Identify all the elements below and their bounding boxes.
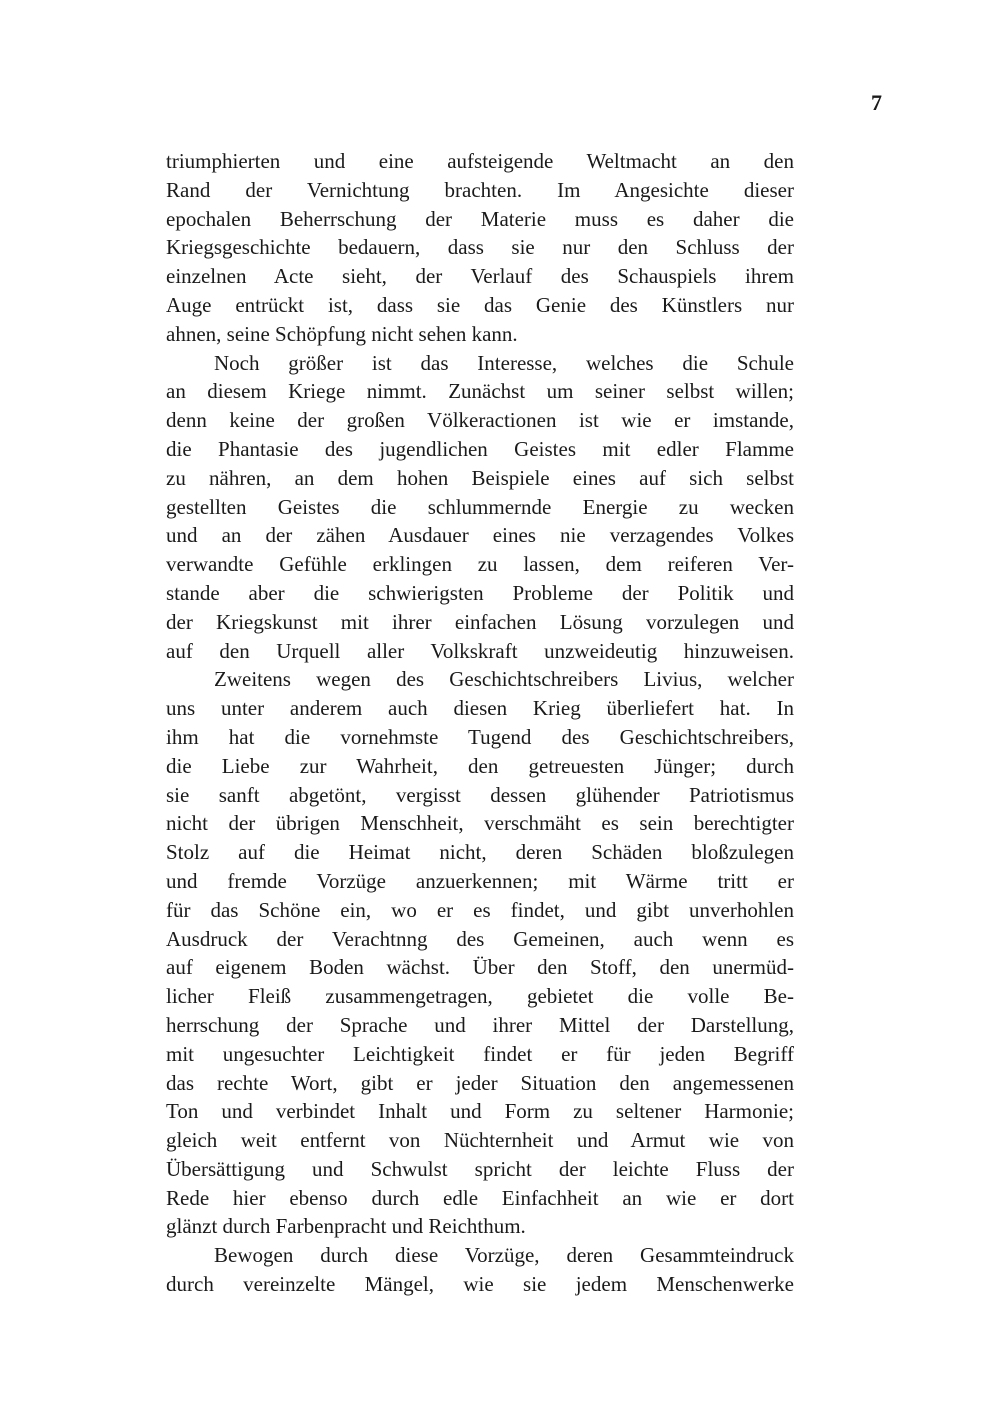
text-line: Rand der Vernichtung brachten. Im Angesichte dieser: [166, 177, 794, 202]
text-line: und an der zähen Ausdauer eines nie verzagendes Volkes: [166, 523, 794, 548]
text-line: einzelnen Acte sieht, der Verlauf des Schauspiels ihrem: [166, 264, 794, 289]
text-line: gestellten Geistes die schlummernde Energie zu wecken: [166, 494, 794, 519]
text-line: stande aber die schwierigsten Probleme der Politik und: [166, 580, 794, 605]
text-line: ihm hat die vornehmste Tugend des Geschichtschreibers,: [166, 724, 794, 749]
text-line: auf eigenem Boden wächst. Über den Stoff, den unermüd-: [166, 955, 794, 980]
body-text: [166, 147, 794, 1299]
text-line: zu nähren, an dem hohen Beispiele eines auf sich selbst: [166, 465, 794, 490]
text-line: und fremde Vorzüge anzuerkennen; mit Wärme tritt er: [166, 868, 794, 893]
text-line: die Liebe zur Wahrheit, den getreuesten Jünger; durch: [166, 753, 794, 778]
text-line: Übersättigung und Schwulst spricht der leichte Fluss der: [166, 1156, 794, 1181]
text-line: sie sanft abgetönt, vergisst dessen glühender Patriotismus: [166, 782, 794, 807]
text-line: Rede hier ebenso durch edle Einfachheit an wie er dort: [166, 1185, 794, 1210]
text-line: Kriegsgeschichte bedauern, dass sie nur den Schluss der: [166, 235, 794, 260]
text-line: licher Fleiß zusammengetragen, gebietet die volle Be-: [166, 984, 794, 1009]
text-line: gleich weit entfernt von Nüchternheit und Armut wie von: [166, 1128, 794, 1153]
text-line: Ton und verbindet Inhalt und Form zu seltener Harmonie;: [166, 1099, 794, 1124]
text-line: der Kriegskunst mit ihrer einfachen Lösung vorzulegen und: [166, 609, 794, 634]
text-line: uns unter anderem auch diesen Krieg überliefert hat. In: [166, 696, 794, 721]
text-line: Ausdruck der Verachtnng des Gemeinen, auch wenn es: [166, 926, 794, 951]
text-line: an diesem Kriege nimmt. Zunächst um seiner selbst willen;: [166, 379, 794, 404]
paragraph-start-line: Bewogen durch diese Vorzüge, deren Gesammteindruck: [214, 1243, 794, 1268]
text-line: epochalen Beherrschung der Materie muss es daher die: [166, 206, 794, 231]
text-line: durch vereinzelte Mängel, wie sie jedem Menschenwerke: [166, 1272, 794, 1297]
text-line: herrschung der Sprache und ihrer Mittel der Darstellung,: [166, 1012, 794, 1037]
text-line: Auge entrückt ist, dass sie das Genie des Künstlers nur: [166, 292, 794, 317]
text-line: auf den Urquell aller Volkskraft unzweideutig hinzuweisen.: [166, 638, 794, 663]
text-line: die Phantasie des jugendlichen Geistes mit edler Flamme: [166, 436, 794, 461]
page-number: 7: [871, 90, 882, 115]
text-line: verwandte Gefühle erklingen zu lassen, dem reiferen Ver-: [166, 552, 794, 577]
text-line: Stolz auf die Heimat nicht, deren Schäden bloßzulegen: [166, 840, 794, 865]
text-line: denn keine der großen Völkeractionen ist wie er imstande,: [166, 408, 794, 433]
text-line: glänzt durch Farbenpracht und Reichthum.: [166, 1214, 526, 1239]
text-line: mit ungesuchter Leichtigkeit findet er für jeden Begriff: [166, 1041, 794, 1066]
paragraph-start-line: Zweitens wegen des Geschichtschreibers Livius, welcher: [214, 667, 794, 692]
paragraph-start-line: Noch größer ist das Interesse, welches die Schule: [214, 350, 794, 375]
text-line: triumphierten und eine aufsteigende Weltmacht an den: [166, 149, 794, 173]
text-line: nicht der übrigen Menschheit, verschmäht es sein berechtigter: [166, 811, 794, 836]
text-line: ahnen, seine Schöpfung nicht sehen kann.: [166, 321, 518, 346]
text-line: das rechte Wort, gibt er jeder Situation den angemessenen: [166, 1070, 794, 1095]
text-line: für das Schöne ein, wo er es findet, und gibt unverhohlen: [166, 897, 794, 922]
